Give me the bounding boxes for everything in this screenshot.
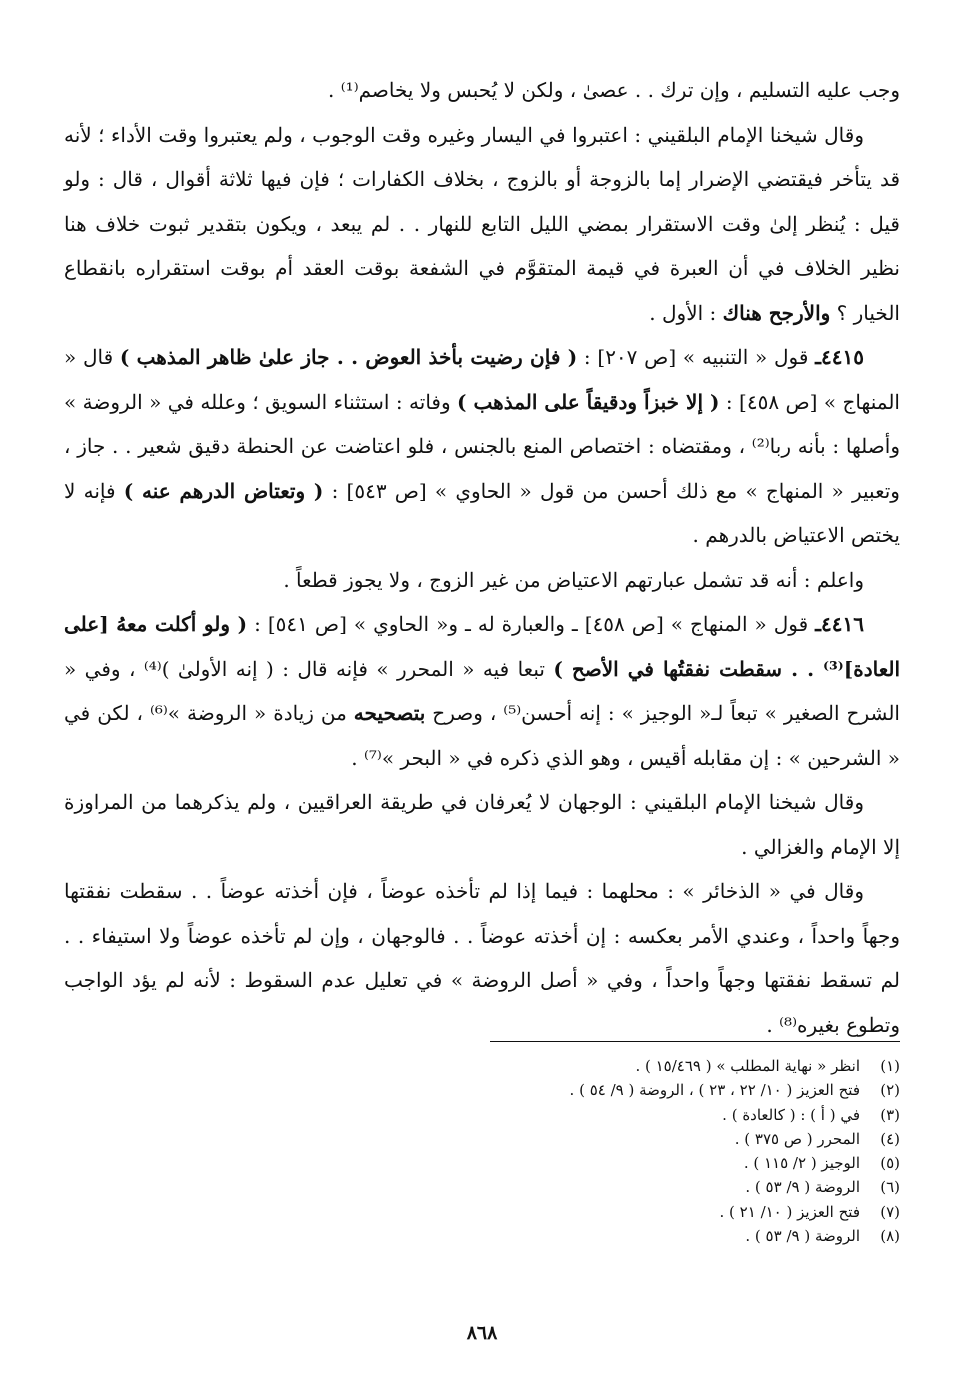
footnote-2	[340, 1078, 900, 1102]
footnote-text: المحرر ( ص ٣٧٥ ) .	[734, 1129, 860, 1148]
p5-quote1: ( ولو أكلت معهُ [على العادة]⁽³⁾ . . سقطت نفقتُها في الأصح )	[64, 612, 900, 681]
p3-quote3: ( وتعتاض الدرهم عنه )	[123, 478, 324, 503]
paragraph-6-text: وقال شيخنا الإمام البلقيني : الوجهان لا يُعرفان في طريقة العراقيين ، ولم يذكرهما من المراوزة إلا الإمام والغزالي .	[64, 790, 900, 859]
p3-seg1: قول « التنبيه » [ص ٢٠٧] :	[577, 345, 816, 369]
paragraph-4-text: واعلم : أنه قد تشمل عبارتهم الاعتياض من غير الزوج ، ولا يجوز قطعاً .	[283, 567, 864, 592]
footnote-number: (٨)	[880, 1227, 900, 1246]
footnote-text: فتح العزيز ( ١٠/ ٢٢ ، ٢٣ ) ، الروضة ( ٩/ ٥٤ ) .	[569, 1081, 860, 1100]
footnote-number: (٤)	[880, 1129, 900, 1148]
paragraph-3	[64, 335, 900, 558]
paragraph-5	[64, 602, 900, 780]
p3-quote2: ( إلا خبزاً ودقيقاً على المذهب )	[457, 389, 720, 414]
paragraph-7	[64, 869, 900, 1047]
footnote-text: انظر « نهاية المطلب » ( ١٥/٤٦٩ ) .	[635, 1057, 860, 1075]
issue-number-4416: ٤٤١٦ـ	[815, 612, 864, 636]
footnote-text: فتح العزيز ( ١٠/ ٢١ ) .	[719, 1202, 860, 1221]
footnote-1	[340, 1054, 900, 1078]
footnote-6	[340, 1175, 900, 1199]
paragraph-2-emphasis: والأرجح هناك	[722, 300, 831, 325]
p3-seg2: قال « المنهاج » [ص ٤٥٨] :	[64, 345, 900, 414]
footnote-number: (٥)	[880, 1154, 900, 1173]
footnote-4	[340, 1127, 900, 1151]
p3-quote1: ( فإن رضيت بأخذ العوض . . جاز علىٰ ظاهر المذهب )	[119, 345, 578, 369]
footnote-text: الروضة ( ٩/ ٥٣ ) .	[745, 1178, 860, 1197]
p5-seg3: من زيادة « الروضة »⁽⁶⁾ ، لكن في « الشرحين » : إن مقابله أقيس ، وهو الذي ذكره في « البحر »⁽⁷⁾ .	[64, 701, 900, 770]
footnote-number: (٧)	[880, 1202, 900, 1221]
footnote-5	[340, 1151, 900, 1175]
page-number: ٨٦٨	[466, 1322, 498, 1344]
p3-seg4: فإنه لا يختص الاعتياض بالدرهم .	[64, 478, 900, 547]
p5-seg1: قول « المنهاج » [ص ٤٥٨] ـ والعبارة له ـ و« الحاوي » [ص ٥٤١] :	[247, 612, 816, 636]
footnote-text: الوجيز ( ٢/ ١١٥ ) .	[743, 1154, 860, 1173]
p5-seg2: تبعا فيه « المحرر » فإنه قال : ( إنه الأولىٰ )⁽⁴⁾ ، وفي « الشرح الصغير » تبعاً لـ« الوجيز » : إنه أحسن⁽⁵⁾ ، وصرح	[64, 656, 900, 725]
issue-number-4415: ٤٤١٥ـ	[815, 345, 864, 369]
p5-emphasis: بتصحيحه	[353, 701, 426, 725]
footnote-3	[340, 1103, 900, 1127]
p3-seg3: وفاته : استثناء السويق ؛ وعلله في « الروضة » وأصلها : بأنه ربا⁽²⁾ ، ومقتضاه : اختصاص المنع بالجنس ، فلو اعتاضت عن الحنطة دقيق شعير . . جاز ، وتعبير « المنهاج » مع ذلك أحسن من قول « الحاوي » [ص ٥٤٣] :	[64, 389, 900, 503]
footnote-8	[340, 1224, 900, 1248]
paragraph-4	[64, 558, 900, 603]
footnote-number: (٣)	[880, 1105, 900, 1124]
paragraph-7-text: وقال في « الذخائر » : محلهما : فيما إذا لم تأخذه عوضاً ، فإن أخذته عوضاً . . سقطت نفقتها وجهاً واحداً ، وعندي الأمر بعكسه : إن أخذته عوضاً . . فالوجهان ، وإن لم تأخذه عوضاً ولا استيفاء . . لم تسقط نفقتها وجهاً واحداً ، وفي « أصل الروضة » في تعليل عدم السقوط : لأنه لم يؤد الواجب وتطوع بغيره⁽⁸⁾ .	[64, 879, 900, 1037]
paragraph-1	[64, 68, 900, 113]
footnote-text: في ( أ ) : ( كالعادة ) .	[722, 1105, 860, 1124]
paragraph-2-end: : الأول .	[649, 300, 723, 325]
paragraph-1-text: وجب عليه التسليم ، وإن ترك . . عصىٰ ، ولكن لا يُحبس ولا يخاصم⁽¹⁾ .	[328, 78, 900, 102]
footnote-number: (١)	[880, 1057, 900, 1075]
paragraph-6	[64, 780, 900, 869]
footnote-7	[340, 1200, 900, 1224]
footnote-separator	[490, 1041, 900, 1042]
footnote-number: (٢)	[880, 1081, 900, 1100]
paragraph-2-text: وقال شيخنا الإمام البلقيني : اعتبروا في اليسار وغيره وقت الوجوب ، ولم يعتبروا وقت الأداء ؛ لأنه قد يتأخر فيقتضي الإضرار إما بالزوجة أو بالزوج ، بخلاف الكفارات ؛ فإن فيها ثلاثة أقوال ، قال : ولو قيل : يُنظر إلىٰ وقت الاستقرار بمضي الليل التابع للنهار . . لم يبعد ، ويكون بتقدير ثبوت خلاف هنا نظير الخلاف في أن العبرة في قيمة المتقوَّم في الشفعة بوقت العقد أم بوقت استقراره بانقطاع الخيار ؟	[64, 122, 900, 325]
footnote-text: الروضة ( ٩/ ٥٣ ) .	[745, 1227, 860, 1246]
footnotes-list	[340, 1054, 900, 1248]
footnote-number: (٦)	[880, 1178, 900, 1197]
paragraph-2	[64, 113, 900, 336]
